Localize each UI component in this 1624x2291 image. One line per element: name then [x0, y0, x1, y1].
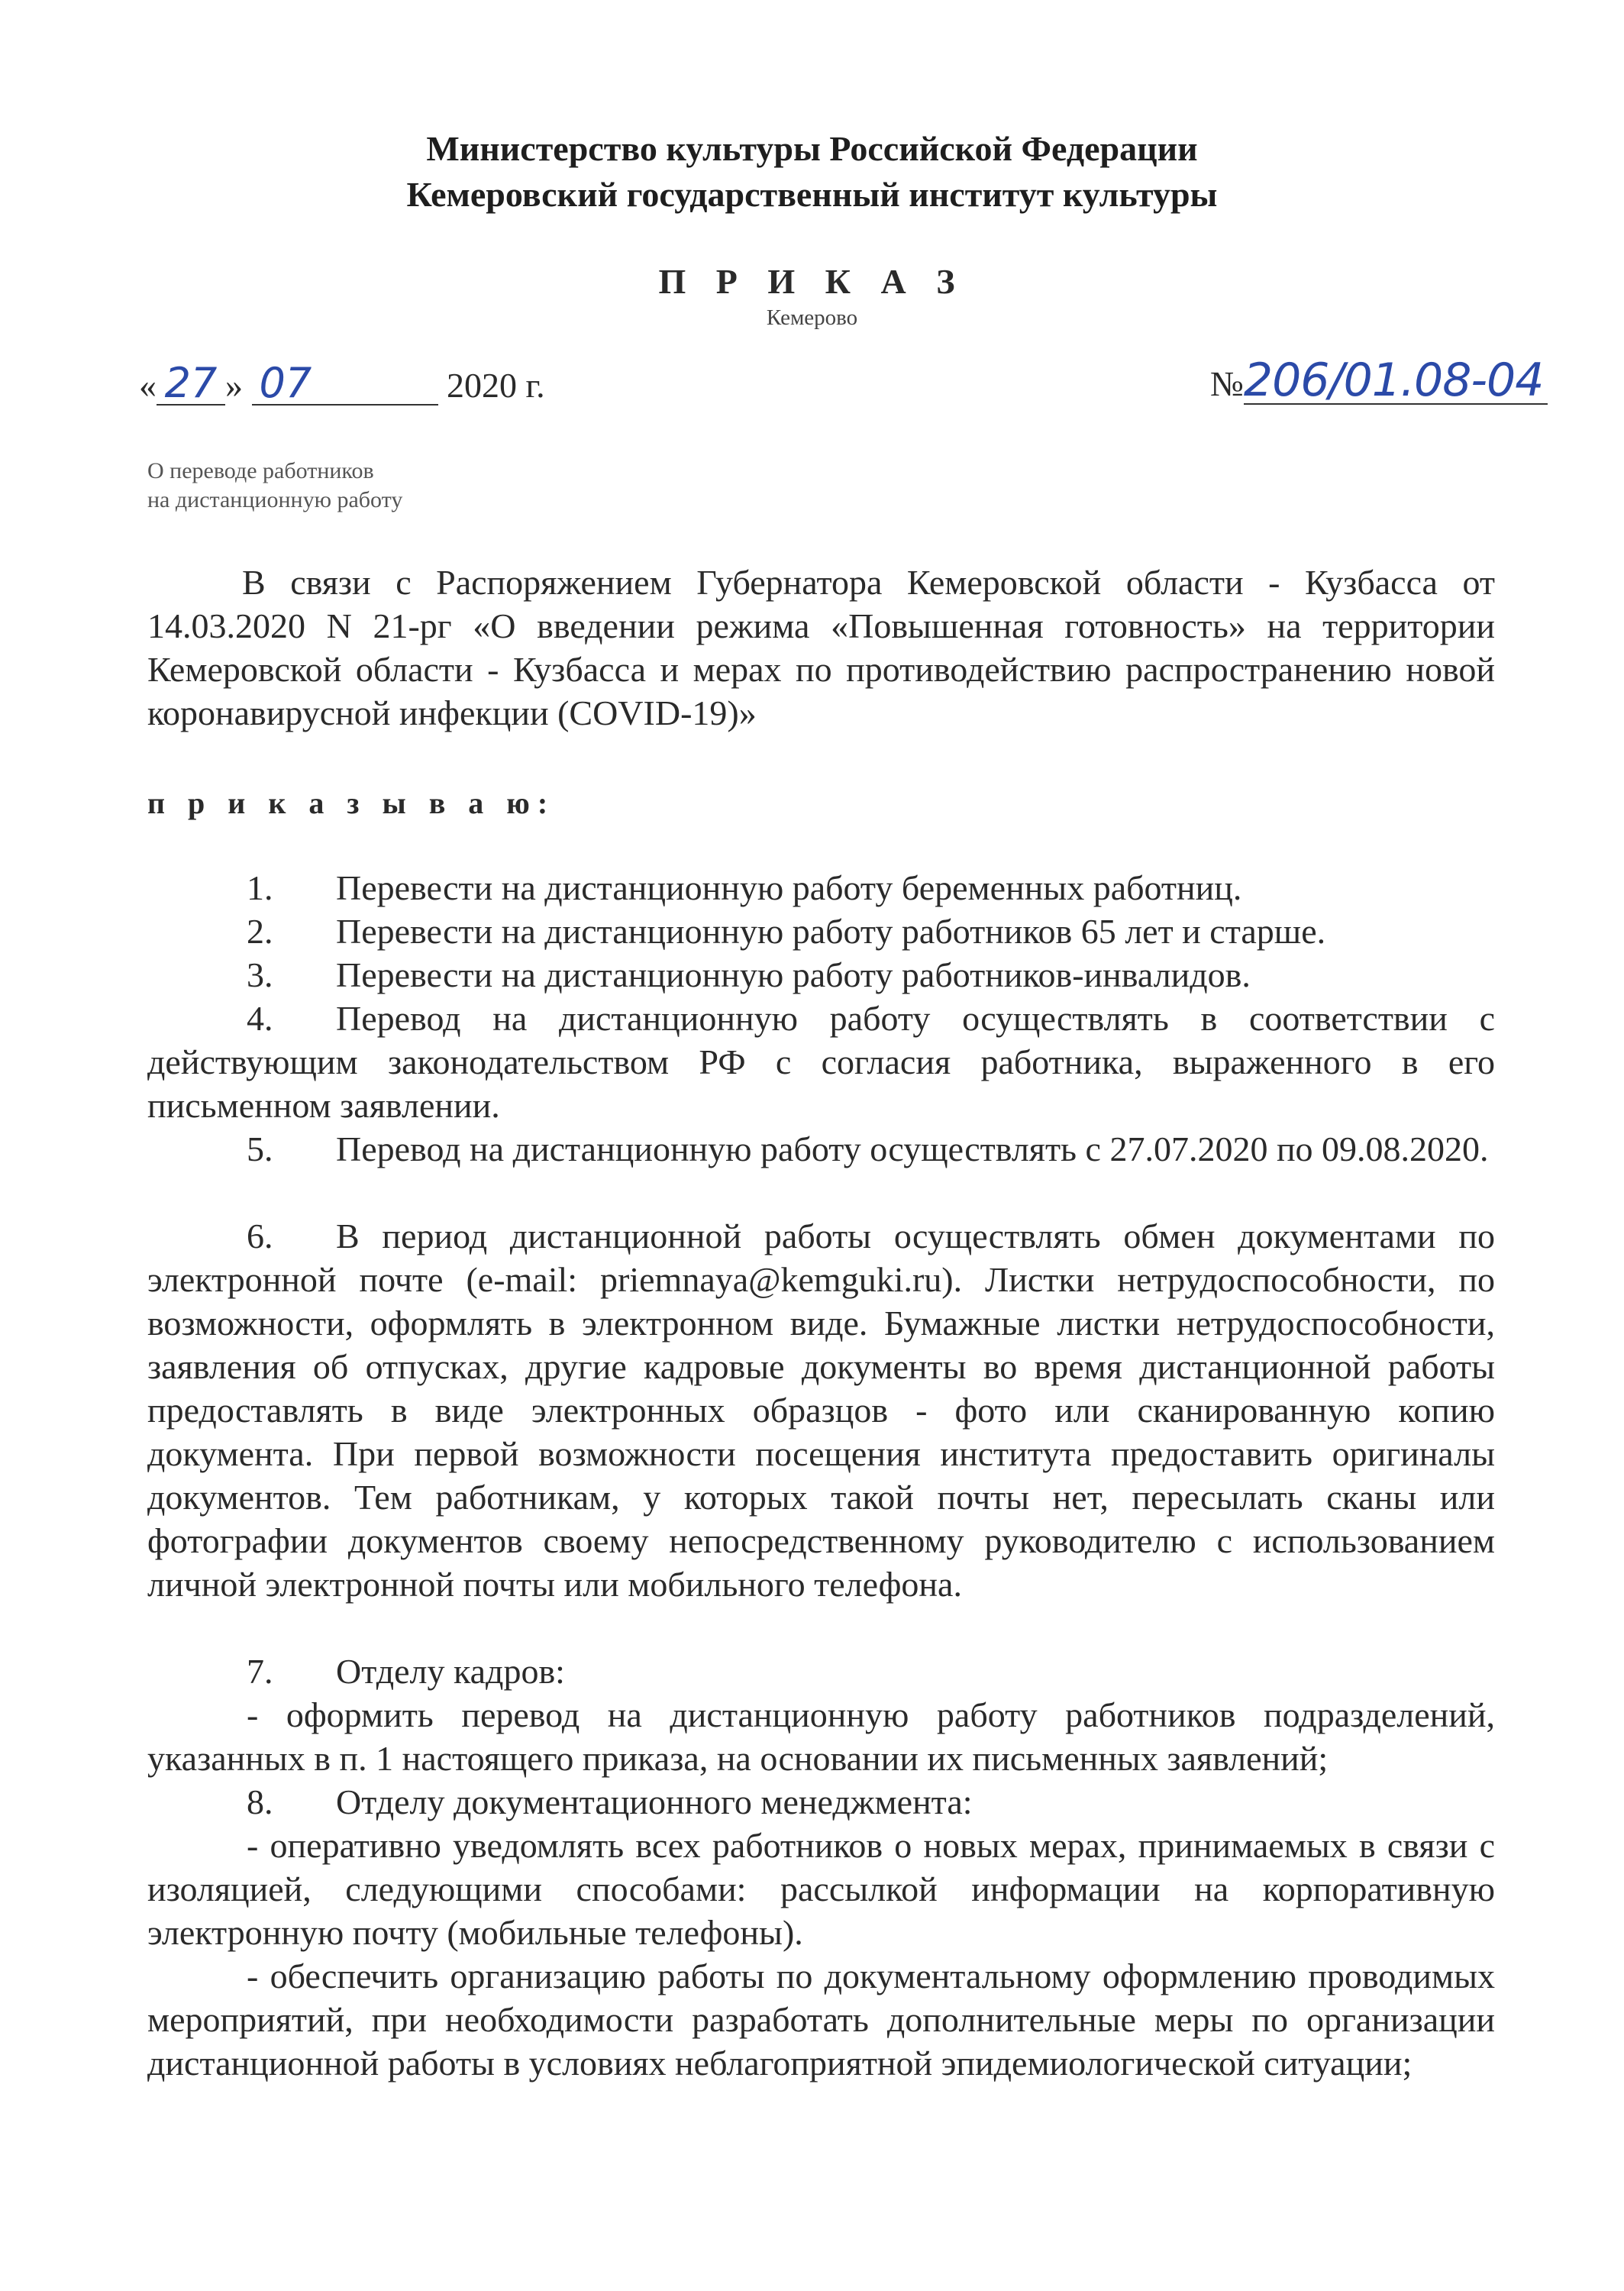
item-number: 6. [247, 1217, 273, 1255]
list-item [147, 866, 1495, 910]
list-item [147, 1214, 1495, 1606]
institute-title: Кемеровский государственный институт культуры [406, 175, 1218, 214]
item-number: 4. [247, 999, 273, 1038]
item-number: 2. [247, 912, 273, 951]
document-city: Кемерово [766, 305, 858, 330]
item-text: Перевести на дистанционную работу работников-инвалидов. [336, 955, 1251, 994]
ministry-title: Министерство культуры Российской Федерации [426, 129, 1198, 168]
date-day-handwritten: 27 [164, 359, 218, 407]
item-text: Перевод на дистанционную работу осуществлять в соответствии с действующим законодательством РФ с согласия работника, выраженного в его письменном заявлении. [147, 999, 1495, 1125]
list-item [147, 1127, 1495, 1171]
number-handwritten: 206/01.08-04 [1244, 357, 1548, 405]
item-text: Перевести на дистанционную работу работников 65 лет и старше. [336, 912, 1326, 951]
number-sign: № [1210, 364, 1244, 403]
list-item [147, 910, 1495, 953]
subject-line-2: на дистанционную работу [147, 487, 403, 512]
document-date [139, 359, 545, 407]
item-number: 3. [247, 955, 273, 994]
item-text: Отделу документационного менеджмента: [336, 1782, 973, 1821]
list-item [147, 997, 1495, 1127]
document-subject [147, 457, 402, 515]
date-close-quote: » [225, 366, 243, 405]
item7-subpoint: - оформить перевод на дистанционную работу работников подразделений, указанных в п. 1 настоящего приказа, на основании их письменных заявлений; [147, 1695, 1495, 1778]
item-text: Перевод на дистанционную работу осуществлять с 27.07.2020 по 09.08.2020. [336, 1129, 1489, 1168]
document-type: П Р И К А З [658, 262, 966, 301]
date-year: 2020 г. [447, 366, 545, 405]
list-item [147, 953, 1495, 997]
document-number [1210, 354, 1548, 407]
item8-subpoint-2: - обеспечить организацию работы по документальному оформлению проводимых мероприятий, при необходимости разработать дополнительные меры по организации дистанционной работы в условиях неблагоприятной эпидемиологической ситуации; [147, 1957, 1495, 2083]
item-text: Перевести на дистанционную работу беременных работниц. [336, 868, 1242, 907]
date-open-quote: « [139, 366, 157, 405]
list-item [147, 1780, 1495, 1824]
item8-subpoint-1: - оперативно уведомлять всех работников о новых мерах, принимаемых в связи с изоляцией, следующими способами: рассылкой информации на корпоративную электронную почту (мобильные телефоны). [147, 1826, 1495, 1952]
item-number: 1. [247, 868, 273, 907]
order-word: п р и к а з ы в а ю: [147, 786, 556, 820]
item-number: 7. [247, 1652, 273, 1691]
preamble: В связи с Распоряжением Губернатора Кемеровской области - Кузбасса от 14.03.2020 N 21-рг «О введении режима «Повышенная готовность» на территории Кемеровской области - Кузбасса и мерах по противодействию распространению новой коронавирусной инфекции (COVID-19)» [147, 563, 1495, 732]
item-number: 8. [247, 1782, 273, 1821]
date-month-handwritten: 07 [259, 359, 312, 407]
item-text: В период дистанционной работы осуществлять обмен документами по электронной почте (e-mail: priemnaya@kemguki.ru). Листки нетрудоспособности, по возможности, оформлять в электронном виде. Бумажные листки нетрудоспособности, заявления об отпусках, другие кадровые документы во время дистанционной работы предоставлять в виде электронных образцов - фото или сканированную копию документа. При первой возможности посещения института предоставить оригиналы документов. Тем работникам, у которых такой почты нет, пересылать сканы или фотографии документов своему непосредственному руководителю с использованием личной электронной почты или мобильного телефона. [147, 1217, 1495, 1604]
subject-line-1: О переводе работников [147, 458, 374, 483]
item-text: Отделу кадров: [336, 1652, 565, 1691]
item-number: 5. [247, 1129, 273, 1168]
list-item [147, 1650, 1495, 1693]
